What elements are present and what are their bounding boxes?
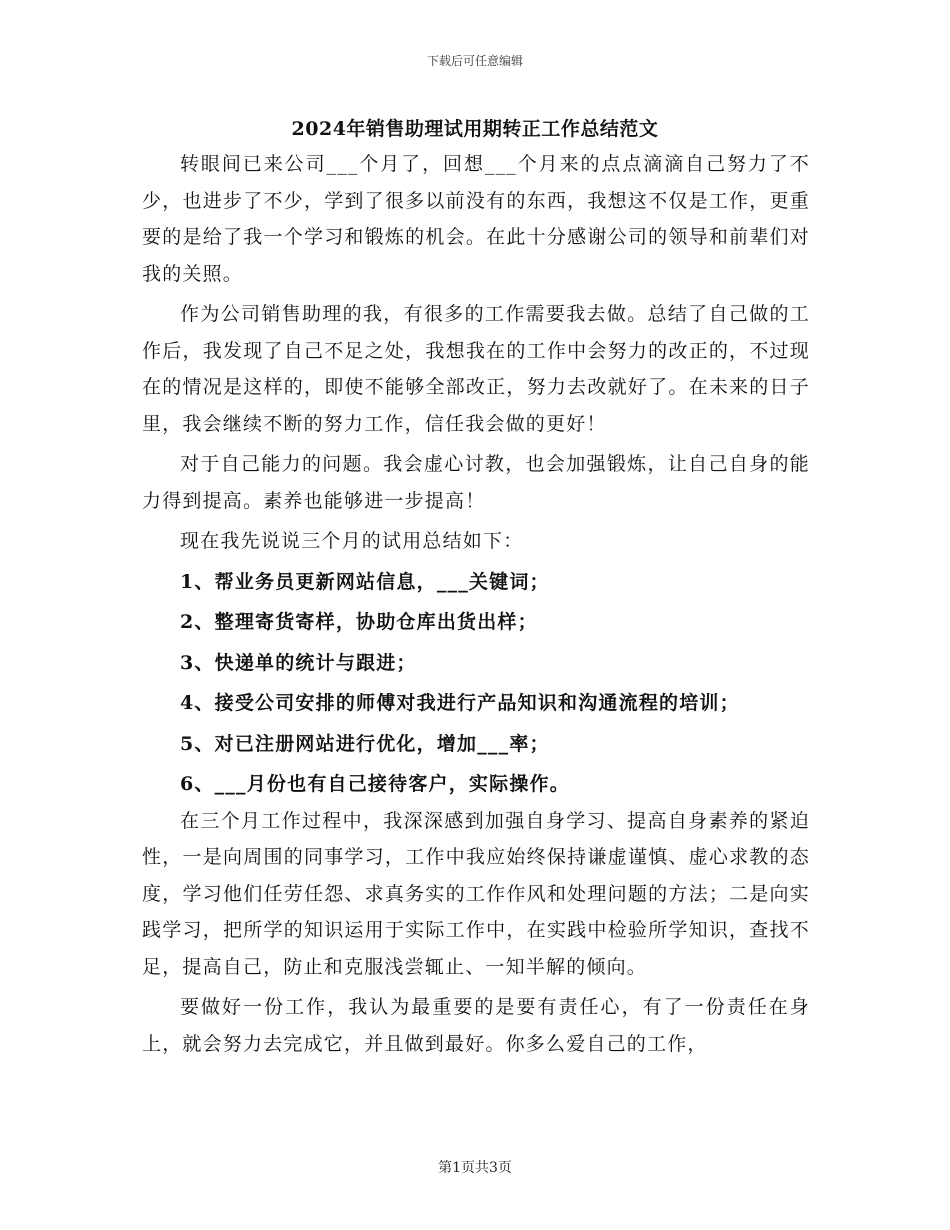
list-item: 5、对已注册网站进行优化，增加___率；: [180, 732, 550, 755]
header-note: 下载后可任意编辑: [426, 54, 523, 68]
paragraph-responsibility: 要做好一份工作，我认为最重要的是要有责任心，有了一份责任在身上，就会努力去完成它，并且做到最好。你多么爱自己的工作，: [142, 996, 810, 1055]
paragraph-learning: 在三个月工作过程中，我深深感到加强自身学习、提高自身素养的紧迫性，一是向周围的同事学习，工作中我应始终保持谦虚谨慎、虚心求教的态度，学习他们任劳任怨、求真务实的工作作风和处理问题的方法；二是向实践学习，把所学的知识运用于实际工作中，在实践中检验所学知识，查找不足，提高自己，防止和克服浅尝辄止、一知半解的倾向。: [142, 809, 810, 978]
document-body: [142, 146, 810, 1062]
list-item: 6、___月份也有自己接待客户，实际操作。: [180, 773, 570, 795]
paragraph-summary-lead: 现在我先说说三个月的试用总结如下：: [180, 530, 524, 552]
paragraph-role: 作为公司销售助理的我，有很多的工作需要我去做。总结了自己做的工作后，我发现了自己不足之处，我想我在的工作中会努力的改正的，不过现在的情况是这样的，即使不能够全部改正，努力去改就好了。在未来的日子里，我会继续不断的努力工作，信任我会做的更好！: [142, 303, 810, 435]
paragraph-intro: 转眼间已来公司___个月了，回想___个月来的点点滴滴自己努力了不少，也进步了不少，学到了很多以前没有的东西，我想这不仅是工作，更重要的是给了我一个学习和锻炼的机会。在此十分感谢公司的领导和前辈们对我的关照。: [142, 153, 810, 285]
list-item: 3、快递单的统计与跟进；: [180, 651, 417, 674]
page-footer: 第1页共3页: [438, 1160, 512, 1176]
list-item: 1、帮业务员更新网站信息，___关键词；: [180, 570, 550, 593]
document-title: 2024年销售助理试用期转正工作总结范文: [291, 118, 659, 140]
paragraph-ability: 对于自己能力的问题。我会虚心讨教，也会加强锻炼，让自己自身的能力得到提高。素养也能够进一步提高！: [142, 453, 810, 512]
list-item: 2、整理寄货寄样，协助仓库出货出样；: [180, 611, 538, 633]
list-item: 4、接受公司安排的师傅对我进行产品知识和沟通流程的培训；: [180, 692, 740, 714]
